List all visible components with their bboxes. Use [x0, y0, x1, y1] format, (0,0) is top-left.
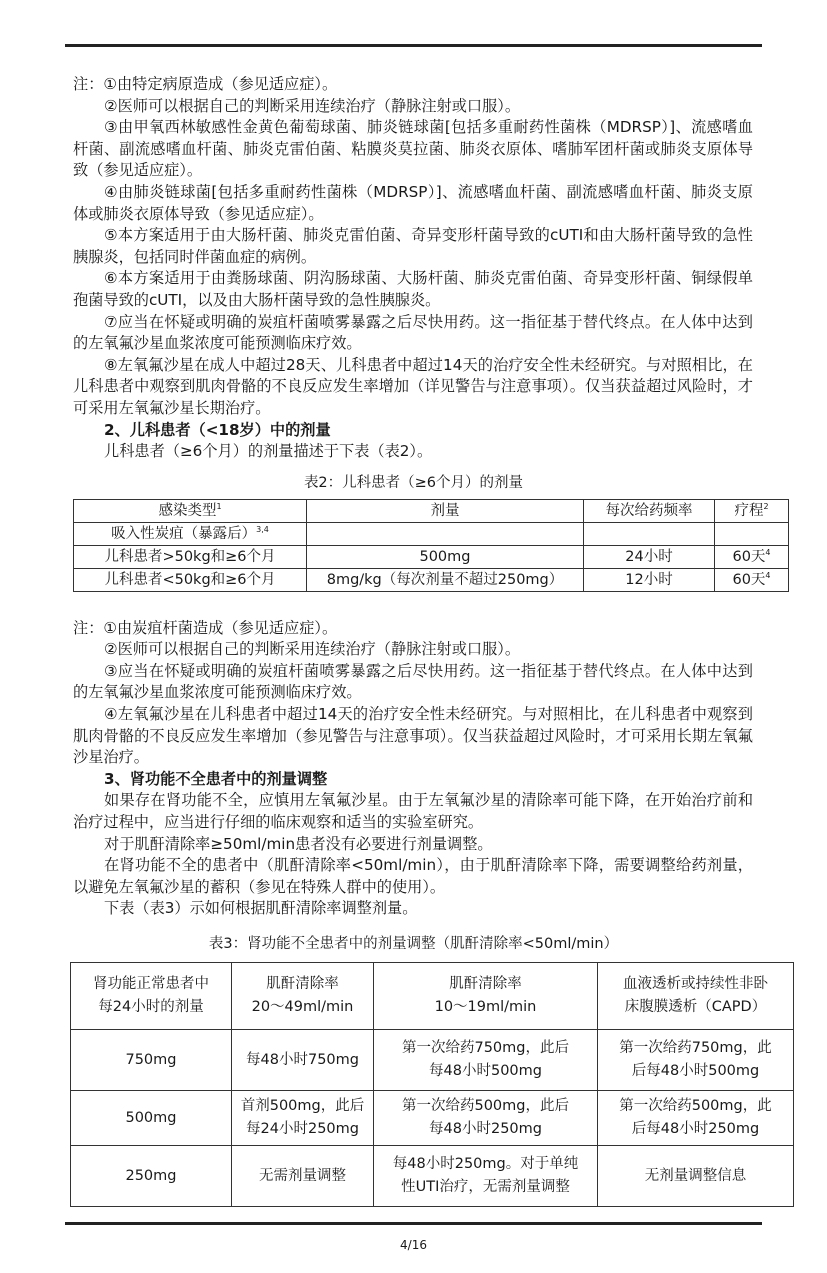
table-cell [374, 963, 598, 1030]
table-cell [74, 499, 307, 522]
table-cell [598, 1030, 794, 1091]
note-paragraph: ④左氧氟沙星在儿科患者中超过14天的治疗安全性未经研究。与对照相比，在儿科患者中观察到肌肉骨骼的不良反应发生率增加（参见警告与注意事项）。仅当获益超过风险时，才可采用长期左氧氟沙星治疗。 [73, 705, 753, 767]
cell-line: 第一次给药750mg，此 [619, 1040, 772, 1056]
table-cell [74, 568, 307, 591]
cell-line: 肾功能正常患者中 [93, 976, 209, 992]
cell-text: 8mg/kg（每次剂量不超过250mg） [326, 571, 564, 588]
table-cell [584, 545, 715, 568]
cell-text: 儿科患者<50kg和≥6个月 [104, 571, 276, 588]
table-cell [71, 1030, 232, 1091]
cell-text: 60天 [732, 548, 766, 565]
cell-text: 儿科患者>50kg和≥6个月 [104, 548, 276, 565]
section2-heading: 2、儿科患者（<18岁）中的剂量 [104, 420, 331, 439]
table-cell [598, 1146, 794, 1207]
table-cell [715, 568, 789, 591]
section3-heading: 3、肾功能不全患者中的剂量调整 [104, 769, 328, 788]
page-number: 4/16 [400, 1238, 427, 1252]
cell-line: 性UTI治疗，无需剂量调整 [401, 1179, 570, 1195]
cell-line: 无剂量调整信息 [644, 1167, 747, 1184]
cell-line: 10～19ml/min [434, 999, 537, 1015]
table-cell [232, 1146, 374, 1207]
table-cell [307, 568, 584, 591]
cell-line: 无需剂量调整 [259, 1167, 346, 1184]
note-paragraph: ⑥本方案适用于由粪肠球菌、阴沟肠球菌、大肠杆菌、肺炎克雷伯菌、奇异变形杆菌、铜绿假单孢菌导致的cUTI，以及由大肠杆菌导致的急性胰腺炎。 [73, 269, 753, 309]
note-paragraph: ③应当在怀疑或明确的炭疽杆菌喷雾暴露之后尽快用药。这一指征基于替代终点。在人体中达到的左氧氟沙星血浆浓度可能预测临床疗效。 [73, 661, 753, 702]
table-cell [71, 1091, 232, 1146]
table-cell [715, 522, 789, 545]
footnote-marker: 4 [765, 570, 771, 580]
table-cell [584, 499, 715, 522]
cell-line: 肌酐清除率 [266, 976, 339, 992]
table-row [74, 568, 789, 591]
table-cell [715, 499, 789, 522]
table-row [74, 522, 789, 545]
cell-line: 每24小时250mg [246, 1121, 359, 1137]
table-cell [374, 1091, 598, 1146]
bottom-rule [65, 1222, 762, 1225]
table-cell [232, 1030, 374, 1091]
table-cell [584, 568, 715, 591]
table3-caption: 表3：肾功能不全患者中的剂量调整（肌酐清除率<50ml/min） [208, 936, 619, 952]
table-cell [74, 522, 307, 545]
cell-text: 12小时 [625, 571, 673, 588]
cell-line: 20～49ml/min [251, 999, 354, 1015]
table2 [73, 499, 789, 592]
cell-line: 750mg [125, 1051, 177, 1068]
footnote-marker: 3,4 [256, 524, 269, 534]
table-row [71, 1091, 794, 1146]
cell-text: 吸入性炭疽（暴露后） [111, 525, 257, 542]
table-cell [232, 963, 374, 1030]
table-row [71, 1146, 794, 1207]
table-cell [598, 1091, 794, 1146]
note-paragraph: 对于肌酐清除率≥50ml/min患者没有必要进行剂量调整。 [104, 834, 493, 853]
top-rule [65, 44, 762, 47]
cell-text: 500mg [419, 548, 471, 565]
cell-line: 每24小时的剂量 [98, 999, 204, 1015]
table-header-row [71, 963, 794, 1030]
note-paragraph: ④由肺炎链球菌[包括多重耐药性菌株（MDRSP）]、流感嗜血杆菌、副流感嗜血杆菌、肺炎支原体或肺炎衣原体导致（参见适应症）。 [73, 182, 753, 223]
table-cell [307, 545, 584, 568]
cell-text: 60天 [732, 571, 766, 588]
note-paragraph: ⑧左氧氟沙星在成人中超过28天、儿科患者中超过14天的治疗安全性未经研究。与对照相比，在儿科患者中观察到肌肉骨骼的不良反应发生率增加（详见警告与注意事项）。仅当获益超过风险时，才可采用左氧氟沙星长期治疗。 [73, 355, 753, 417]
table-row [74, 545, 789, 568]
section2 [73, 420, 753, 463]
cell-text: 感染类型 [158, 502, 217, 519]
cell-line: 血液透析或持续性非卧 [623, 976, 768, 992]
footnote-marker: 1 [216, 501, 222, 511]
cell-line: 首剂500mg，此后 [240, 1098, 365, 1114]
table-cell [232, 1091, 374, 1146]
table-cell [584, 522, 715, 545]
table-cell [307, 499, 584, 522]
cell-line: 每48小时250mg [429, 1121, 542, 1137]
section3 [73, 769, 753, 920]
table-cell [307, 522, 584, 545]
cell-line: 后每48小时500mg [631, 1063, 760, 1079]
table-cell [374, 1030, 598, 1091]
table-cell [374, 1146, 598, 1207]
note-paragraph: ②医师可以根据自己的判断采用连续治疗（静脉注射或口服）。 [104, 640, 521, 659]
cell-line: 每48小时750mg [246, 1051, 359, 1068]
cell-text: 每次给药频率 [605, 502, 693, 519]
table3 [70, 962, 794, 1207]
cell-line: 每48小时250mg。对于单纯 [392, 1156, 579, 1172]
cell-line: 床腹膜透析（CAPD） [624, 999, 767, 1015]
note-paragraph: 注：①由炭疽杆菌造成（参见适应症）。 [73, 618, 338, 637]
cell-line: 后每48小时250mg [631, 1121, 760, 1137]
note-paragraph: ⑤本方案适用于由大肠杆菌、肺炎克雷伯菌、奇异变形杆菌导致的cUTI和由大肠杆菌导致的急性胰腺炎，包括同时伴菌血症的病例。 [73, 226, 753, 266]
table-cell [74, 545, 307, 568]
table-cell [71, 963, 232, 1030]
note-paragraph: 在肾功能不全的患者中（肌酐清除率<50ml/min），由于肌酐清除率下降，需要调整给药剂量，以避免左氧氟沙星的蓄积（参见在特殊人群中的使用）。 [73, 856, 753, 896]
note-paragraph: ⑦应当在怀疑或明确的炭疽杆菌喷雾暴露之后尽快用药。这一指征基于替代终点。在人体中达到的左氧氟沙星血浆浓度可能预测临床疗效。 [73, 312, 753, 353]
table-row [71, 1030, 794, 1091]
cell-line: 第一次给药750mg，此后 [401, 1040, 569, 1056]
note-paragraph: ③由甲氧西林敏感性金黄色葡萄球菌、肺炎链球菌[包括多重耐药性菌株（MDRSP）]、流感嗜血杆菌、副流感嗜血杆菌、肺炎克雷伯菌、粘膜炎莫拉菌、肺炎衣原体、嗜肺军团杆菌或肺炎支原体导致（参见适应症）。 [73, 118, 753, 180]
table-header-row [74, 499, 789, 522]
notes-table2 [73, 618, 753, 769]
notes-table1 [73, 74, 753, 420]
cell-text: 疗程 [734, 502, 764, 519]
cell-line: 250mg [125, 1167, 177, 1184]
cell-text: 剂量 [430, 502, 460, 519]
note-paragraph: ②医师可以根据自己的判断采用连续治疗（静脉注射或口服）。 [104, 96, 521, 115]
table-cell [598, 963, 794, 1030]
cell-line: 每48小时500mg [429, 1063, 542, 1079]
cell-line: 500mg [125, 1109, 177, 1126]
cell-line: 第一次给药500mg，此 [619, 1098, 772, 1114]
footnote-marker: 2 [763, 501, 769, 511]
note-paragraph: 下表（表3）示如何根据肌酐清除率调整剂量。 [104, 899, 418, 918]
cell-line: 第一次给药500mg，此后 [401, 1098, 569, 1114]
table2-caption: 表2：儿科患者（≥6个月）的剂量 [303, 474, 524, 491]
table-cell [715, 545, 789, 568]
note-paragraph: 如果存在肾功能不全，应慎用左氧氟沙星。由于左氧氟沙星的清除率可能下降，在开始治疗前和治疗过程中，应当进行仔细的临床观察和适当的实验室研究。 [73, 791, 753, 832]
cell-line: 肌酐清除率 [449, 976, 522, 992]
table-cell [71, 1146, 232, 1207]
cell-text: 24小时 [625, 548, 673, 565]
section2-intro: 儿科患者（≥6个月）的剂量描述于下表（表2）。 [104, 442, 433, 461]
footnote-marker: 4 [765, 547, 771, 557]
note-paragraph: 注：①由特定病原造成（参见适应症）。 [73, 75, 338, 93]
